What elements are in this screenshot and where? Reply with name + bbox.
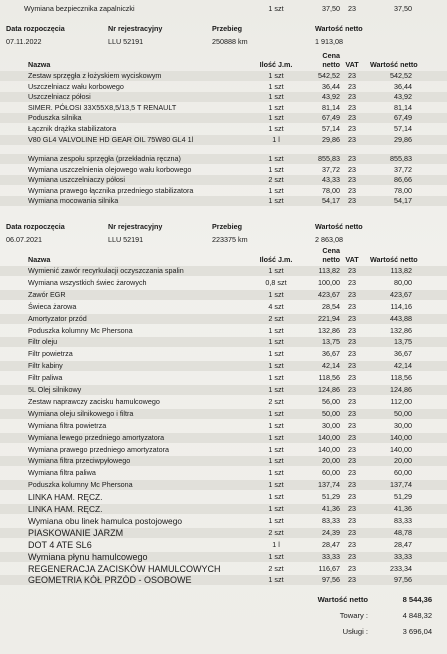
item-value: 60,00 (394, 468, 412, 478)
item-name: Wymiana prawego łącznika przedniego stabilizatora (28, 185, 194, 195)
total-goods: 4 848,32 (402, 611, 433, 620)
total-net: 8 544,36 (402, 595, 433, 604)
item-qty: 0,8 szt (265, 277, 287, 287)
table-row (0, 504, 447, 514)
item-qty: 1 szt (268, 373, 284, 383)
item-vat: 23 (348, 408, 356, 418)
item-value: 37,72 (394, 164, 412, 174)
item-value: 54,17 (394, 196, 412, 206)
item-price: 118,56 (318, 373, 340, 383)
item-vat: 23 (348, 456, 356, 466)
item-name: Filtr powietrza (28, 349, 73, 359)
item-name: Wymiana lewego przedniego amortyzatora (28, 432, 165, 442)
item-value: 43,92 (394, 92, 412, 102)
item-name: Wymiana płynu hamulcowego (28, 551, 148, 562)
item-qty: 1 szt (268, 456, 284, 466)
item-vat: 23 (348, 154, 356, 163)
item-qty: 2 szt (268, 527, 284, 537)
item-price: 113,82 (318, 266, 340, 275)
item-vat: 23 (348, 515, 356, 525)
item-name: Wymiana uszczelniaczy półosi (28, 175, 126, 185)
item-value: 97,56 (394, 575, 412, 585)
table-row (0, 302, 447, 312)
item-price: 28,47 (322, 539, 340, 549)
item-value: 78,00 (394, 185, 412, 195)
table-row (0, 456, 447, 466)
item-qty: 1 szt (268, 289, 284, 299)
table-row (0, 337, 447, 347)
table-row (0, 326, 447, 336)
item-vat: 23 (348, 468, 356, 478)
item-price: 30,00 (322, 420, 340, 430)
item-value: 50,00 (394, 408, 412, 418)
item-vat: 23 (348, 527, 356, 537)
item-price: 81,14 (322, 102, 340, 112)
item-vat: 23 (348, 373, 356, 383)
table-row (0, 492, 447, 502)
table-row (0, 385, 447, 395)
item-name: Amortyzator przód (28, 313, 87, 323)
item-vat: 23 (348, 361, 356, 371)
table-row (0, 516, 447, 526)
item-value: 112,00 (390, 396, 412, 406)
item-vat: 23 (348, 185, 356, 195)
item-qty: 1 l (272, 539, 280, 549)
table-row (0, 135, 447, 145)
item-value: 443,88 (390, 313, 412, 323)
table-header: Nazwa Ilość J.m. netto VAT Wartość netto (28, 60, 418, 69)
item-value: 36,67 (394, 349, 412, 359)
item-qty: 1 szt (268, 468, 284, 478)
item-price: 140,00 (318, 432, 340, 442)
table-row (0, 175, 447, 185)
item-qty: 1 szt (268, 71, 284, 80)
item-value: 29,86 (394, 134, 412, 144)
item-price: 37,72 (322, 164, 340, 174)
item-price: 67,49 (322, 113, 340, 123)
item-name: Wymiana prawego przedniego amortyzatora (28, 444, 169, 454)
item-value: 33,33 (394, 551, 412, 561)
table-row (0, 433, 447, 443)
item-name: Wymiana filtra przeciwpyłowego (28, 456, 131, 466)
item-name: V80 GL4 VALVOLINE HD GEAR OIL 75W80 GL4 1l (28, 134, 194, 144)
item-qty: 1 szt (268, 492, 284, 502)
document-page: Wymiana bezpiecznika zapalniczki 1 szt 37,50 23 37,50 Data rozpoczęcia Nr rejestracyjny Przebieg Wartość netto 07.11.2022 LLU 52191 250888 km 1 913,08 Cena Nazwa Ilość J.m. netto VAT Wartość netto Zestaw sprzęgła z łożyskiem wyciskowym 1 szt 542,52 23 542,52 Uszczelniacz wału korbowego 1 szt 36,44 23 36,44 Uszczelniacz półosi 1 szt 43,92 23 43,92 SIMER. PÓŁOSI 33X55X8,5/13,5 T RENAULT 1 szt 81,14 23 81,14 Poduszka silnika 1 szt 67,49 23 67,49 Łącznik drążka stabilizatora 1 szt 57,14 23 57,14 V80 GL4 VALVOLINE HD GEAR OIL 75W80 GL4 1l 1 l 29,86 23 29,86 Wymiana zespołu sprzęgła (przekładnia ręczna) 1 szt 855,83 23 855,83 Wymiana uszczelnienia olejowego wału korbowego 1 szt 37,72 23 37,72 Wymiana uszczelniaczy półosi 2 szt 43,33 23 86,66 Wymiana prawego łącznika przedniego stabilizatora 1 szt 78,00 23 78,00 Wymiana mocowania silnika 1 szt 54,17 23 54,17 Data rozpoczęcia Nr rejestracyjny Przebieg Wartość netto 06.07.2021 LLU 52191 223375 km 2 863,08 Cena Nazwa Ilość J.m. netto VAT Wartość netto Wymienić zawór recyrkulacji oczyszczania spalin 1 szt 113,82 23 113,82 Wymiana wszystkich świec żarowych 0,8 szt 100,00 23 80,00 Zawór EGR 1 szt 423,67 23 423,67 Świeca żarowa 4 szt 28,54 23 114,16 Amortyzator przód 2 szt 221,94 23 443,88 Poduszka kolumny Mc Phersona 1 szt 132,86 23 132,86 Filtr oleju 1 szt 13,75 23 13,75 Filtr powietrza 1 szt 36,67 23 36,67 Filtr kabiny 1 szt 42,14 23 42,14 Filtr paliwa 1 szt 118,56 23 118,56 5L Olej silnikowy 1 szt 124,86 23 124,86 Zestaw naprawczy zacisku hamulcowego 2 szt 56,00 23 112,00 Wymiana oleju silnikowego i filtra 1 szt 50,00 23 50,00 Wymiana filtra powietrza 1 szt 30,00 23 30,00 Wymiana lewego przedniego amortyzatora 1 szt 140,00 23 140,00 Wymiana prawego przedniego amortyzatora 1 szt 140,00 23 140,00 Wymiana filtra przeciwpyłowego 1 szt 20,00 23 20,00 Wymiana filtra paliwa 1 szt 60,00 23 60,00 Poduszka kolumny Mc Phersona 1 szt 137,74 23 137,74 LINKA HAM. RĘCZ. 1 szt 51,29 23 51,29 LINKA HAM. RĘCZ. 1 szt 41,36 23 41,36 Wymiana obu linek hamulca postojowego 1 szt 83,33 23 83,33 PIASKOWANIE JARZM 2 szt 24,39 23 48,78 DOT 4 ATE SL6 1 l 28,47 23 28,47 Wymiana płynu hamulcowego 1 szt 33,33 23 33,33 REGENERACJA ZACISKÓW HAMULCOWYCH 2 szt 116,67 23 233,34 GEOMETRIA KÓŁ PRZÓD - OSOBOWE 1 szt 97,56 23 97,56 Wartość netto 8 544,36 Towary : 4 848,32 Usługi : 3 696,04 (0, 0, 447, 654)
item-value: 86,66 (394, 175, 412, 185)
item-price: 56,00 (322, 396, 340, 406)
table-row (0, 314, 447, 324)
item-vat: 23 (348, 563, 356, 573)
item-price: 124,86 (318, 385, 340, 394)
item-vat: 23 (348, 396, 356, 406)
item-name: Wymiana filtra paliwa (28, 468, 96, 478)
item-vat: 23 (348, 71, 356, 80)
item-vat: 23 (348, 504, 356, 513)
item-qty: 1 szt (268, 113, 284, 123)
table-header: Nazwa Ilość J.m. netto VAT Wartość netto (28, 255, 418, 264)
item-vat: 23 (348, 480, 356, 490)
item-vat: 23 (348, 301, 356, 311)
item-price: 43,33 (322, 175, 340, 185)
item-qty: 2 szt (268, 313, 284, 323)
order-net-value: 1 913,08 (315, 37, 343, 46)
item-price: 97,56 (322, 575, 340, 585)
table-row (0, 373, 447, 383)
item-qty: 1 szt (268, 408, 284, 418)
item-name: Wymiana wszystkich świec żarowych (28, 277, 147, 287)
item-vat: 23 (348, 313, 356, 323)
table-row (0, 409, 447, 419)
item-value: 80,00 (394, 277, 412, 287)
item-name: Wymiana filtra powietrza (28, 420, 107, 430)
item-price: 13,75 (322, 337, 340, 347)
item-value: 41,36 (394, 504, 412, 513)
item-qty: 1 szt (268, 92, 284, 102)
table-row (0, 468, 447, 478)
item-name: Poduszka silnika (28, 113, 82, 123)
item-price: 57,14 (322, 124, 340, 133)
item-name: Filtr kabiny (28, 361, 63, 371)
item-qty: 1 szt (268, 432, 284, 442)
item-price: 50,00 (322, 408, 340, 418)
item-value: 83,33 (394, 515, 412, 525)
table-row (0, 575, 447, 585)
item-vat: 23 (348, 277, 356, 287)
item-vat: 23 (348, 102, 356, 112)
item-name: Uszczelniacz półosi (28, 92, 91, 102)
item-qty: 1 szt (268, 575, 284, 585)
item-qty: 1 szt (268, 164, 284, 174)
total-services: 3 696,04 (402, 627, 433, 636)
item-name: Wymiana oleju silnikowego i filtra (28, 408, 134, 418)
table-row (0, 82, 447, 92)
item-price: 60,00 (322, 468, 340, 478)
item-qty: 2 szt (268, 396, 284, 406)
item-price: 116,67 (318, 563, 340, 573)
item-value: 233,34 (390, 563, 412, 573)
item-vat: 23 (348, 124, 356, 133)
item-price: 140,00 (318, 444, 340, 454)
item-value: 140,00 (390, 444, 412, 454)
item-vat: 23 (348, 575, 356, 585)
item-value: 855,83 (390, 154, 412, 163)
item-vat: 23 (348, 113, 356, 123)
item-qty: 1 szt (268, 325, 284, 335)
item-value: 57,14 (394, 124, 412, 133)
item-price: 51,29 (322, 492, 340, 502)
item-price: 33,33 (322, 551, 340, 561)
table-row (0, 290, 447, 300)
item-qty: 1 l (272, 134, 280, 144)
item-price: 28,54 (322, 301, 340, 311)
item-value: 140,00 (390, 432, 412, 442)
item-value: 51,29 (394, 492, 412, 502)
item-price: 36,67 (322, 349, 340, 359)
item-qty: 1 szt (268, 81, 284, 91)
item-name: Zawór EGR (28, 289, 66, 299)
item-qty: 1 szt (268, 480, 284, 490)
item-value: 423,67 (390, 289, 412, 299)
item-name: Zestaw sprzęgła z łożyskiem wyciskowym (28, 71, 162, 80)
item-qty: 1 szt (268, 349, 284, 359)
table-row (0, 113, 447, 123)
item-qty: 2 szt (268, 563, 284, 573)
item-qty: 1 szt (268, 420, 284, 430)
table-row (0, 397, 447, 407)
item-name: Łącznik drążka stabilizatora (28, 124, 117, 133)
item-vat: 23 (348, 337, 356, 347)
item-price: 42,14 (322, 361, 340, 371)
item-name: Filtr oleju (28, 337, 58, 347)
item-vat: 23 (348, 196, 356, 206)
item-qty: 1 szt (268, 504, 284, 513)
item-price: 78,00 (322, 185, 340, 195)
item-price: 83,33 (322, 515, 340, 525)
item-name: Wymiana uszczelnienia olejowego wału korbowego (28, 164, 192, 174)
item-qty: 4 szt (268, 301, 284, 311)
item-vat: 23 (348, 134, 356, 144)
table-row (0, 564, 447, 574)
order-net-value: 2 863,08 (315, 235, 343, 244)
item-vat: 23 (348, 539, 356, 549)
table-row (0, 349, 447, 359)
item-qty: 1 szt (268, 185, 284, 195)
item-name: Świeca żarowa (28, 301, 77, 311)
table-row (0, 186, 447, 196)
table-row (0, 154, 447, 164)
item-qty: 1 szt (268, 361, 284, 371)
item-qty: 1 szt (268, 124, 284, 133)
item-price: 54,17 (322, 196, 340, 206)
table-header-top: Cena (322, 51, 340, 60)
table-row (0, 92, 447, 102)
item-value: 20,00 (394, 456, 412, 466)
item-value: 28,47 (394, 539, 412, 549)
item-vat: 23 (348, 432, 356, 442)
item-name: Poduszka kolumny Mc Phersona (28, 480, 133, 490)
item-qty: 1 szt (268, 337, 284, 347)
table-row (0, 528, 447, 538)
item-vat: 23 (348, 92, 356, 102)
item-name: LINKA HAM. RĘCZ. (28, 492, 103, 503)
item-name: GEOMETRIA KÓŁ PRZÓD - OSOBOWE (28, 575, 192, 586)
table-row: Wymiana bezpiecznika zapalniczki 1 szt 37,50 23 37,50 (24, 4, 412, 13)
item-qty: 1 szt (268, 551, 284, 561)
item-qty: 2 szt (268, 175, 284, 185)
item-value: 542,52 (390, 71, 412, 80)
table-row (0, 196, 447, 206)
item-vat: 23 (348, 164, 356, 174)
item-value: 13,75 (394, 337, 412, 347)
item-vat: 23 (348, 420, 356, 430)
item-vat: 23 (348, 385, 356, 394)
item-value: 67,49 (394, 113, 412, 123)
item-vat: 23 (348, 349, 356, 359)
table-row (0, 278, 447, 288)
item-value: 114,16 (390, 301, 412, 311)
item-vat: 23 (348, 266, 356, 275)
item-name: Wymiana mocowania silnika (28, 196, 119, 206)
mileage: 223375 km (212, 235, 248, 244)
item-value: 124,86 (390, 385, 412, 394)
item-name: SIMER. PÓŁOSI 33X55X8,5/13,5 T RENAULT (28, 102, 177, 112)
item-price: 43,92 (322, 92, 340, 102)
item-qty: 1 szt (268, 196, 284, 206)
order-date: 06.07.2021 (6, 235, 42, 244)
item-price: 36,44 (322, 81, 340, 91)
item-name: Wymienić zawór recyrkulacji oczyszczania spalin (28, 266, 184, 275)
table-row (0, 361, 447, 371)
item-name: LINKA HAM. RĘCZ. (28, 504, 103, 514)
item-value: 30,00 (394, 420, 412, 430)
table-row (0, 165, 447, 175)
registration-number: LLU 52191 (108, 37, 144, 46)
item-value: 118,56 (390, 373, 412, 383)
item-value: 132,86 (390, 325, 412, 335)
item-name: Wymiana bezpiecznika zapalniczki (24, 4, 135, 13)
item-qty: 1 szt (268, 266, 284, 275)
item-name: REGENERACJA ZACISKÓW HAMULCOWYCH (28, 563, 221, 574)
item-value: 36,44 (394, 81, 412, 91)
item-name: Wymiana zespołu sprzęgła (przekładnia ręczna) (28, 154, 181, 163)
item-price: 542,52 (318, 71, 340, 80)
table-row (0, 552, 447, 562)
item-vat: 23 (348, 81, 356, 91)
item-price: 855,83 (318, 154, 340, 163)
item-name: PIASKOWANIE JARZM (28, 527, 124, 538)
item-name: Wymiana obu linek hamulca postojowego (28, 515, 183, 526)
item-name: Uszczelniacz wału korbowego (28, 81, 124, 91)
item-vat: 23 (348, 492, 356, 502)
item-qty: 1 szt (268, 154, 284, 163)
table-row (0, 445, 447, 455)
table-header-top: Cena (322, 246, 340, 255)
item-vat: 23 (348, 325, 356, 335)
item-value: 42,14 (394, 361, 412, 371)
item-value: 137,74 (390, 480, 412, 490)
item-price: 20,00 (322, 456, 340, 466)
item-vat: 23 (348, 551, 356, 561)
item-vat: 23 (348, 289, 356, 299)
item-price: 41,36 (322, 504, 340, 513)
table-row (0, 103, 447, 113)
item-price: 29,86 (322, 134, 340, 144)
item-name: DOT 4 ATE SL6 (28, 539, 92, 550)
item-name: Poduszka kolumny Mc Phersona (28, 325, 133, 335)
item-value: 81,14 (394, 102, 412, 112)
item-qty: 1 szt (268, 515, 284, 525)
item-value: 113,82 (390, 266, 412, 275)
item-vat: 23 (348, 175, 356, 185)
item-price: 24,39 (322, 527, 340, 537)
table-row (0, 71, 447, 81)
item-vat: 23 (348, 444, 356, 454)
item-qty: 1 szt (268, 385, 284, 394)
item-value: 48,78 (394, 527, 412, 537)
item-name: Zestaw naprawczy zacisku hamulcowego (28, 396, 160, 406)
table-row (0, 124, 447, 134)
mileage: 250888 km (212, 37, 248, 46)
table-row (0, 480, 447, 490)
table-row (0, 421, 447, 431)
order-date: 07.11.2022 (6, 37, 42, 46)
item-price: 137,74 (318, 480, 340, 490)
item-price: 221,94 (318, 313, 340, 323)
item-qty: 1 szt (268, 102, 284, 112)
item-price: 100,00 (318, 277, 340, 287)
item-qty: 1 szt (268, 444, 284, 454)
registration-number: LLU 52191 (108, 235, 144, 244)
item-name: 5L Olej silnikowy (28, 385, 82, 394)
item-price: 132,86 (318, 325, 340, 335)
item-name: Filtr paliwa (28, 373, 63, 383)
table-row (0, 266, 447, 276)
table-row (0, 540, 447, 550)
item-price: 423,67 (318, 289, 340, 299)
